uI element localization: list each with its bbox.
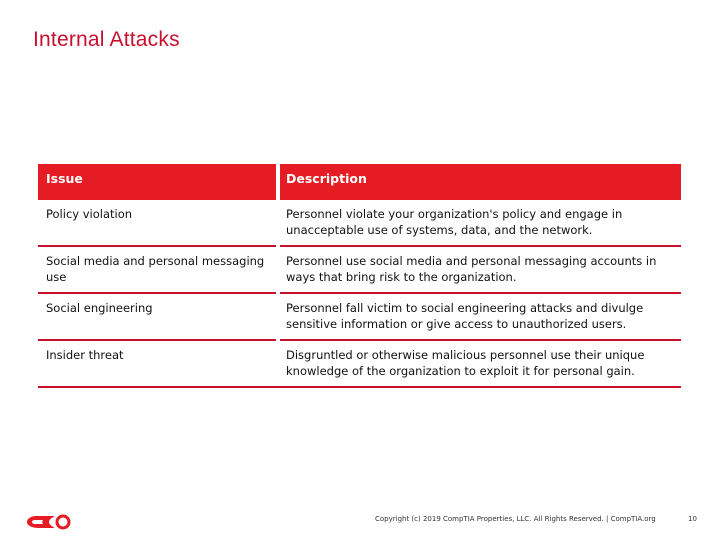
table-row [38, 200, 681, 247]
table-header-row [38, 164, 681, 200]
issues-table [38, 164, 681, 388]
table-row [38, 247, 681, 294]
description-cell: Personnel fall victim to social engineering attacks and divulge sensitive information or give access to unauthorized users. [286, 301, 644, 331]
slide-title: Internal Attacks [33, 28, 180, 51]
header-issue: Issue [46, 170, 83, 186]
issue-cell: Policy violation [38, 200, 278, 245]
footer-copyright: Copyright (c) 2019 CompTIA Properties, LLC. All Rights Reserved. | CompTIA.org [375, 515, 656, 523]
comptia-logo-icon [25, 512, 73, 532]
description-cell: Disgruntled or otherwise malicious personnel use their unique knowledge of the organization to exploit it for personal gain. [286, 348, 645, 378]
description-cell: Personnel violate your organization's policy and engage in unacceptable use of systems, data, and the network. [286, 207, 623, 237]
issue-cell: Social engineering [38, 294, 278, 339]
header-description: Description [286, 170, 367, 186]
issue-cell: Social media and personal messaging use [38, 247, 278, 292]
description-cell: Personnel use social media and personal messaging accounts in ways that bring risk to the organization. [286, 254, 657, 284]
column-separator [276, 164, 280, 376]
issue-cell: Insider threat [38, 341, 278, 386]
page-number: 10 [688, 515, 697, 523]
table-row [38, 294, 681, 341]
table-row [38, 341, 681, 388]
